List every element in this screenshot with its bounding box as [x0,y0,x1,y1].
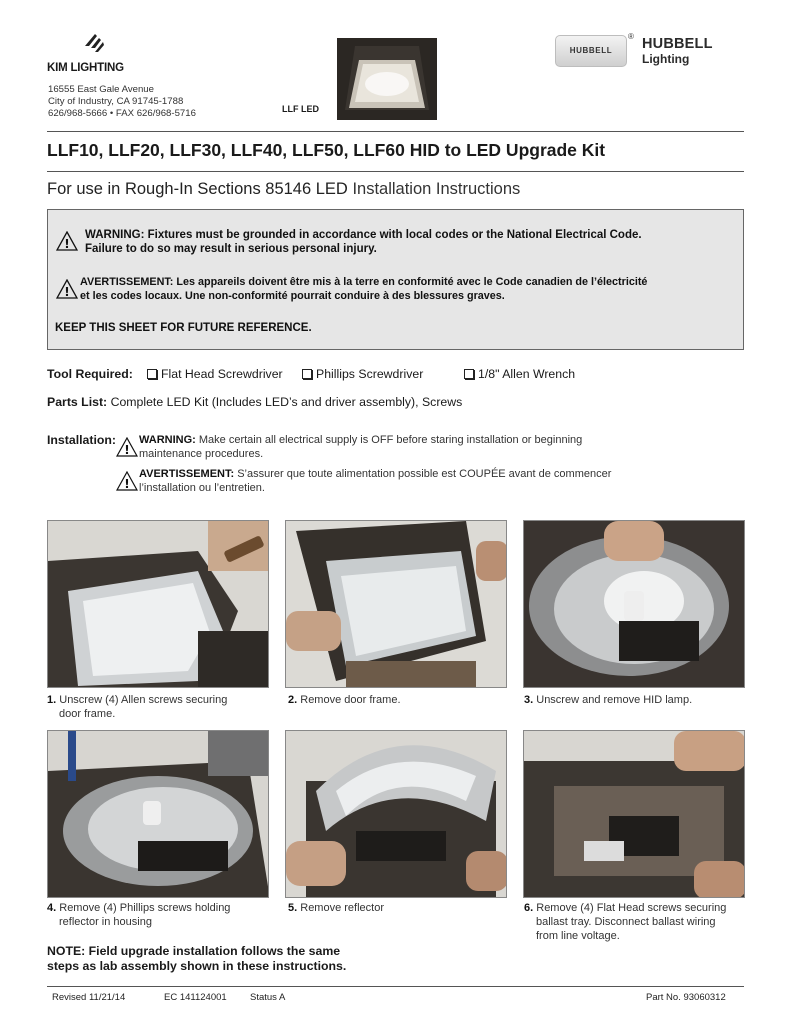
address-line-2: City of Industry, CA 91745-1788 [48,96,184,107]
kim-lighting-brand: KIM LIGHTING [47,62,124,74]
svg-text:!: ! [64,237,70,251]
product-photo [337,38,437,120]
step-6-photo [523,730,745,898]
header-divider [47,131,744,132]
svg-text:!: ! [124,477,130,491]
title-divider [47,171,744,172]
svg-text:!: ! [64,285,70,299]
ec-number: EC 141124001 [164,992,227,1003]
keep-sheet-notice: KEEP THIS SHEET FOR FUTURE REFERENCE. [55,322,312,334]
warning-french: AVERTISSEMENT: Les appareils doivent être mis à la terre en conformité avec le Code canadien de l’électricité et les codes locaux. Une non-conformité pourrait conduire à des blessures graves. [80,276,648,302]
installation-warning: WARNING: Make certain all electrical supply is OFF before staring installation or beginning maintenance procedures. [139,434,583,460]
svg-text:!: ! [124,443,130,457]
step-3-photo [523,520,745,688]
product-label: LLF LED [282,104,319,114]
step-1-caption: 1. Unscrew (4) Allen screws securing door frame. [47,694,228,720]
tool-item: 1/8" Allen Wrench [464,367,575,381]
checkbox-icon [464,369,474,379]
warning-box [47,209,744,350]
warning-english: WARNING: Fixtures must be grounded in accordance with local codes or the National Electrical Code. Failure to do so may result in serious personal injury. [85,229,642,255]
status: Status A [250,992,286,1003]
warning-triangle-icon [116,471,138,491]
hubbell-lighting-subtitle: Lighting [642,52,690,66]
part-number: Part No. 93060312 [646,992,726,1003]
step-6-caption: 6. Remove (4) Flat Head screws securing ballast tray. Disconnect ballast wiring from line voltage. [524,902,727,942]
address-line-3: 626/968-5666 • FAX 626/968-5716 [48,108,196,119]
installation-avertissement: AVERTISSEMENT: S’assurer que toute alimentation possible est COUPÉE avant de commencer l’installation ou l’entretien. [139,468,612,494]
step-4-caption: 4. Remove (4) Phillips screws holding reflector in housing [47,902,231,928]
hubbell-name: HUBBELL [642,36,713,52]
address-line-1: 16555 East Gale Avenue [48,84,154,95]
step-4-photo [47,730,269,898]
warning-triangle-icon [56,231,78,251]
step-2-photo [285,520,507,688]
checkbox-icon [302,369,312,379]
tools-required: Tool Required: [47,367,133,381]
registered-mark: ® [628,32,634,41]
warning-triangle-icon [116,437,138,457]
hubbell-badge-logo: HUBBELL [555,35,627,67]
step-5-caption: 5. Remove reflector [288,902,385,914]
field-upgrade-note: NOTE: Field upgrade installation follows the same steps as lab assembly shown in these instructions. [47,944,347,973]
parts-list: Parts List: Complete LED Kit (Includes LED’s and driver assembly), Screws [47,395,463,409]
revised-date: Revised 11/21/14 [52,992,126,1003]
footer-divider [47,986,744,987]
checkbox-icon [147,369,157,379]
tool-item: Flat Head Screwdriver [147,367,283,381]
kim-lighting-logo-mark [83,32,105,60]
installation-label: Installation: [47,433,117,447]
warning-triangle-icon [56,279,78,299]
document-subtitle: For use in Rough-In Sections 85146 LED Installation Instructions [47,180,521,198]
step-5-photo [285,730,507,898]
step-2-caption: 2. Remove door frame. [288,694,401,706]
step-1-photo [47,520,269,688]
step-3-caption: 3. Unscrew and remove HID lamp. [524,694,693,706]
document-title: LLF10, LLF20, LLF30, LLF40, LLF50, LLF60 HID to LED Upgrade Kit [47,140,606,160]
tool-item: Phillips Screwdriver [302,367,423,381]
